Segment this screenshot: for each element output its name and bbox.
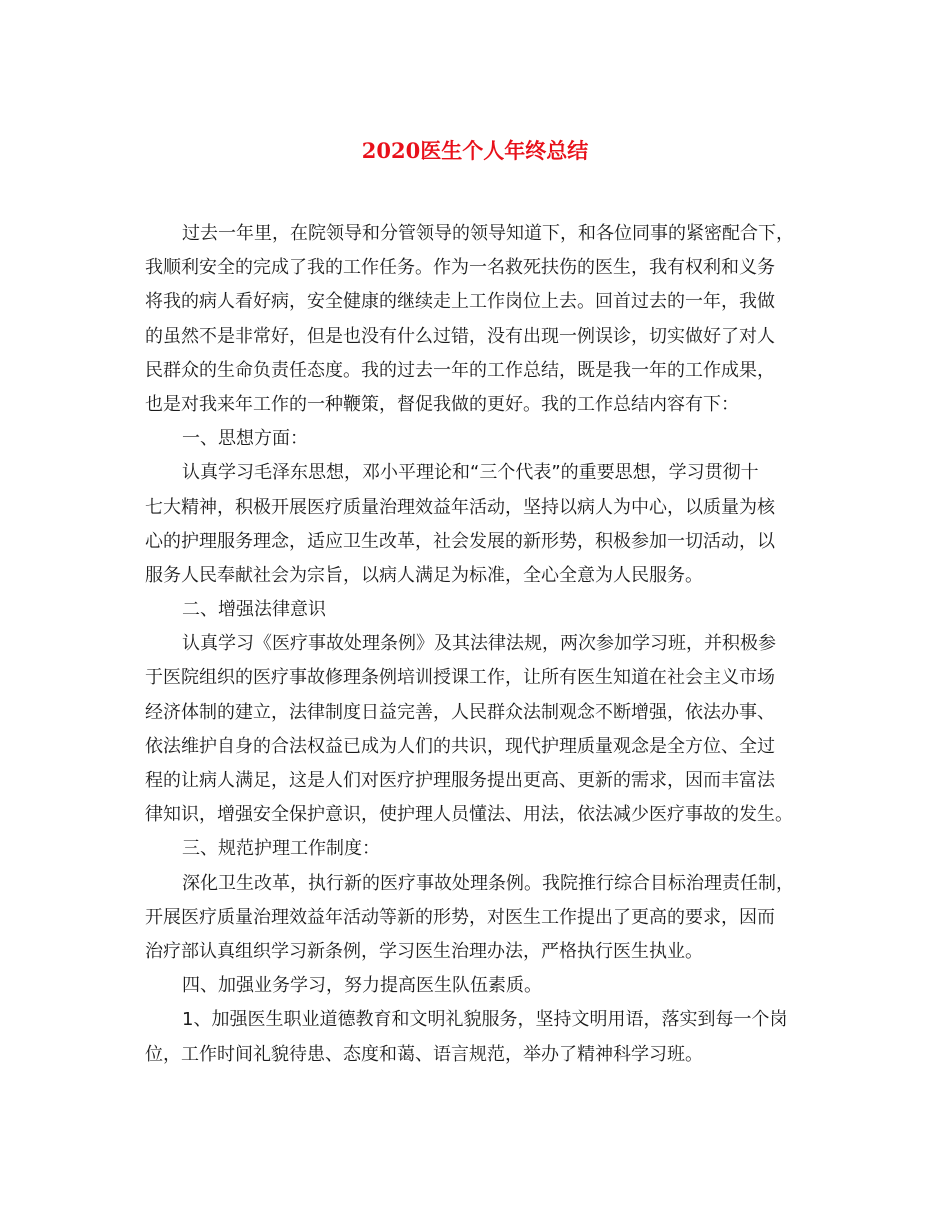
text-line: 民群众的生命负责任态度。我的过去一年的工作总结，既是我一年的工作成果，	[145, 359, 775, 381]
text-line: 我顺利安全的完成了我的工作任务。作为一名救死扶伤的医生，我有权利和义务	[145, 257, 775, 279]
text-line: 服务人民奉献社会为宗旨，以病人满足为标准，全心全意为人民服务。	[145, 564, 703, 586]
text-line: 也是对我来年工作的一种鞭策，督促我做的更好。我的工作总结内容有下：	[145, 393, 739, 415]
text-line: 深化卫生改革，执行新的医疗事故处理条例。我院推行综合目标治理责任制，	[182, 872, 794, 894]
text-line: 认真学习毛泽东思想，邓小平理论和“三个代表”的重要思想，学习贯彻十	[182, 462, 759, 484]
section-heading: 三、规范护理工作制度：	[182, 838, 380, 860]
text-line: 认真学习《医疗事故处理条例》及其法律法规，两次参加学习班，并积极参	[182, 633, 776, 655]
section-heading: 一、思想方面：	[182, 428, 308, 450]
text-line: 开展医疗质量治理效益年活动等新的形势，对医生工作提出了更高的要求，因而	[145, 906, 775, 928]
text-line: 经济体制的建立，法律制度日益完善，人民群众法制观念不断增强，依法办事、	[145, 701, 775, 723]
section-heading-thought	[145, 422, 805, 456]
text-line: 1、加强医生职业道德教育和文明礼貌服务，坚持文明用语，落实到每一个岗	[182, 1009, 788, 1031]
text-line: 程的让病人满足，这是人们对医疗护理服务提出更高、更新的需求，因而丰富法	[145, 770, 775, 791]
paragraph-rules	[145, 867, 805, 970]
document-body	[145, 217, 805, 1072]
paragraph-intro	[145, 217, 805, 422]
text-line: 治疗部认真组织学习新条例，学习医生治理办法，严格执行医生执业。	[145, 940, 703, 962]
section-heading-rules	[145, 832, 805, 866]
text-line: 将我的病人看好病，安全健康的继续走上工作岗位上去。回首过去的一年，我做	[145, 291, 775, 313]
text-line: 七大精神，积极开展医疗质量治理效益年活动，坚持以病人为中心，以质量为核	[145, 496, 775, 518]
section-heading-study	[145, 969, 805, 1003]
section-heading: 二、增强法律意识	[182, 599, 326, 621]
text-line: 律知识，增强安全保护意识，使护理人员懂法、用法，依法减少医疗事故的发生。	[145, 804, 793, 826]
text-line: 于医院组织的医疗事故修理条例培训授课工作，让所有医生知道在社会主义市场	[145, 667, 775, 689]
text-line: 位，工作时间礼貌待患、态度和蔼、语言规范，举办了精神科学习班。	[145, 1043, 703, 1065]
text-line: 依法维护自身的合法权益已成为人们的共识，现代护理质量观念是全方位、全过	[145, 735, 775, 757]
paragraph-study	[145, 1003, 805, 1071]
section-heading: 四、加强业务学习，努力提高医生队伍素质。	[182, 975, 542, 997]
section-heading-law	[145, 593, 805, 627]
document-title: 2020医生个人年终总结	[361, 138, 589, 163]
text-line: 的虽然不是非常好，但是也没有什么过错，没有出现一例误诊，切实做好了对人	[145, 325, 775, 347]
text-line: 心的护理服务理念，适应卫生改革，社会发展的新形势，积极参加一切活动，以	[145, 530, 775, 552]
paragraph-thought	[145, 456, 805, 593]
text-line: 过去一年里，在院领导和分管领导的领导知道下，和各位同事的紧密配合下，	[182, 223, 794, 244]
paragraph-law	[145, 627, 805, 832]
